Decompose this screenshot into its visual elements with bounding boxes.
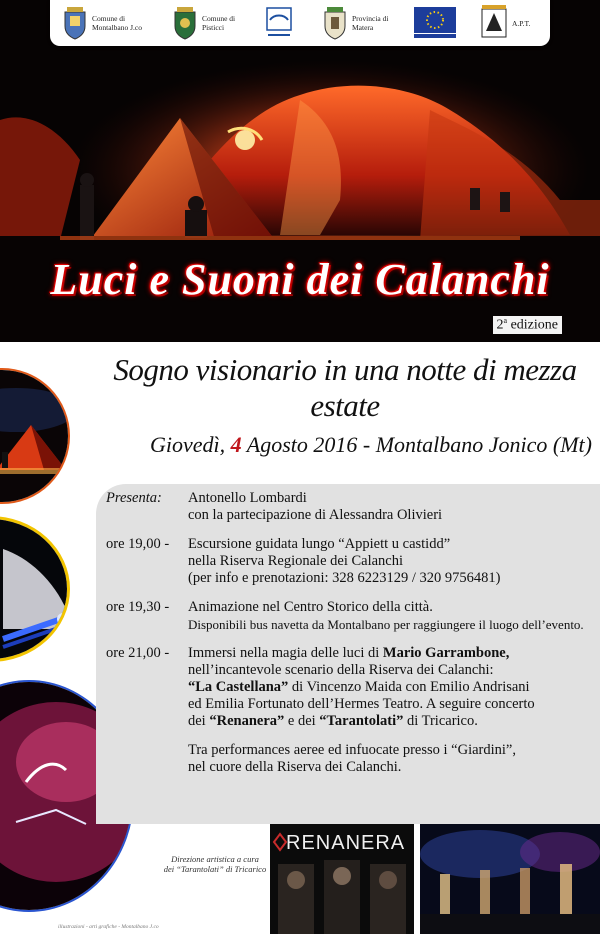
photo-circle-blue-light bbox=[0, 516, 70, 662]
participation-text: con la partecipazione di Alessandra Olivieri bbox=[188, 507, 443, 523]
sponsor-provincia-matera: Provincia di Matera bbox=[322, 4, 388, 42]
sponsor-pisticci: Comune di Pisticci bbox=[172, 4, 235, 42]
regione-basilicata-logo-icon bbox=[264, 6, 294, 40]
footer-credit: illustrazioni - arti grafiche - Montalbano J.co bbox=[58, 924, 159, 930]
photo-circle-pyramid bbox=[0, 368, 70, 504]
provincia-matera-crest-icon bbox=[322, 6, 348, 40]
sponsor-bar bbox=[50, 0, 550, 46]
renanera-band-photo bbox=[270, 824, 414, 934]
apt-basilicata-logo-icon bbox=[480, 5, 508, 41]
event-date-location: Giovedì, 4 Agosto 2016 - Montalbano Jonico (Mt) bbox=[150, 432, 592, 457]
sponsor-montalbano: Comune di Montalbano J.co bbox=[62, 4, 142, 42]
renanera-logo: RENANERA bbox=[286, 832, 406, 854]
program-event-2100: ore 21,00 - Immersi nella magia delle luci di Mario Garrambone, nell’incantevole scenario della Riserva dei Calanchi: “La Castellana” di Vincenzo Maida con Emilio Andrisani ed Emilia Fortunato dell’Hermes Teatro. A seguire concerto dei “Renanera” e dei “Tarantolati” di Tricarico. bbox=[106, 645, 535, 729]
unione-europea-flag-icon bbox=[414, 7, 456, 39]
program-closing: Tra performances aeree ed infuocate presso i “Giardini”, nel cuore della Riserva dei Calanchi. bbox=[188, 742, 516, 775]
edition-label: 2$^a$ edizione bbox=[493, 316, 562, 334]
presenter-row: Presenta: Antonello Lombardi bbox=[106, 490, 307, 506]
comune-montalbano-crest-icon bbox=[62, 6, 88, 40]
event-title: Luci e Suoni dei Calanchi bbox=[50, 255, 550, 304]
presenter-name: Antonello Lombardi bbox=[188, 490, 307, 506]
program-event-1930: ore 19,30 - Animazione nel Centro Storico della città. Disponibili bus navetta da Montalbano per raggiungere il luogo dell’evento. bbox=[106, 599, 584, 632]
sponsor-apt: A.P.T. bbox=[480, 4, 530, 42]
event-subtitle: Sogno visionario in una notte di mezza estate bbox=[113, 352, 577, 423]
comune-pisticci-crest-icon bbox=[172, 6, 198, 40]
tarantolati-concert-photo bbox=[420, 824, 600, 934]
program-text bbox=[106, 490, 600, 776]
hero-photo bbox=[0, 0, 600, 342]
program-event-1900: ore 19,00 - Escursione guidata lungo “Appiett u castidd” nella Riserva Regionale dei Calanchi (per info e prenotazioni: 328 6223129 / 320 9756481) bbox=[106, 536, 501, 586]
sponsor-unione-europea bbox=[414, 4, 456, 42]
artistic-direction-credit: Direzione artistica a cura dei “Tarantolati” di Tricarico bbox=[163, 854, 267, 874]
sponsor-regione bbox=[264, 4, 294, 42]
